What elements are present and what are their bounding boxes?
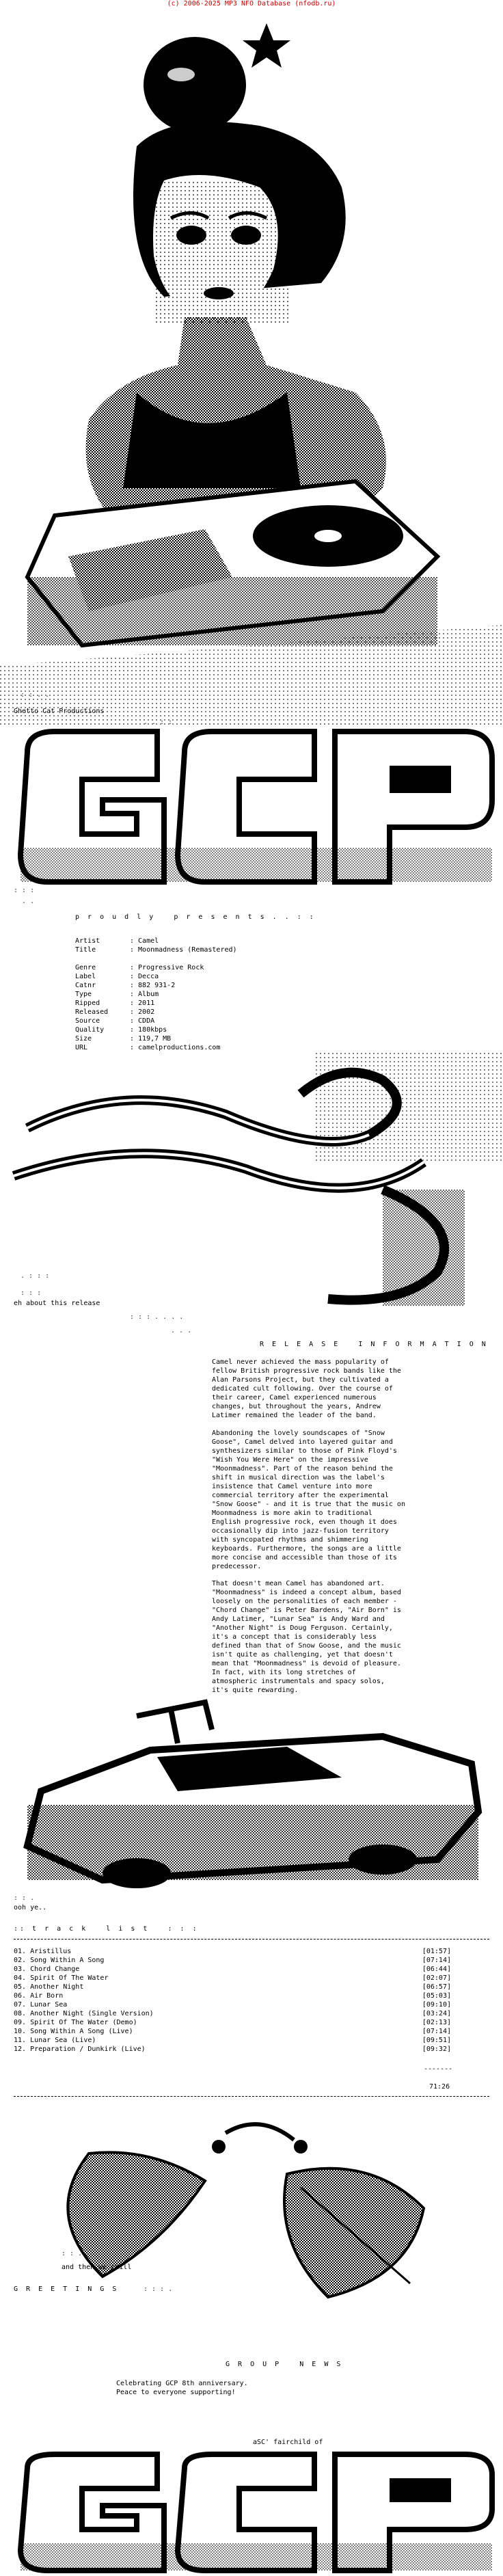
dots-decoration: : : :	[21, 1289, 42, 1297]
group-name: Ghetto Cat Productions	[14, 708, 105, 715]
dots-decoration: . . .	[171, 1327, 192, 1334]
total-separator: -------	[424, 2065, 453, 2073]
dots-decoration: . .	[14, 898, 35, 905]
tracklist-heading: :: t r a c k l i s t : : :	[14, 1925, 199, 1933]
track-row: 07. Lunar Sea [09:10]	[14, 2001, 451, 2009]
group-news-text: Celebrating GCP 8th anniversary. Peace to everyone supporting!	[116, 2380, 248, 2396]
swirl-snake-illustration	[0, 1053, 503, 1313]
dots-decoration: : : : . . . .	[130, 1313, 184, 1321]
divider	[14, 1939, 489, 1940]
release-information-heading: R E L E A S E I N F O R M A T I O N	[260, 1341, 488, 1348]
ooh-label: ooh ye..	[14, 1904, 47, 1911]
group-news-heading: G R O U P N E W S	[226, 2361, 343, 2368]
site-banner: (c) 2006-2025 MP3 NFO Database (nfodb.ru)	[167, 0, 336, 8]
track-row: 12. Preparation / Dunkirk (Live) [09:32]	[14, 2045, 451, 2053]
divider	[14, 2096, 489, 2097]
track-row: 08. Another Night (Single Version) [03:24]	[14, 2010, 451, 2017]
gcp-logo-footer	[0, 2447, 503, 2576]
track-row: 01. Aristillus [01:57]	[14, 1948, 451, 1955]
track-row: 06. Air Born [05:03]	[14, 1992, 451, 2000]
car-illustration	[0, 1689, 503, 1901]
dots-decoration: : : .	[62, 2250, 83, 2257]
gcp-logo	[0, 725, 503, 902]
track-row: 11. Lunar Sea (Live) [09:51]	[14, 2037, 451, 2044]
chill-label: and then we chill	[62, 2264, 132, 2271]
pinup-girl-illustration	[0, 10, 503, 727]
dots-decoration: : : .	[14, 1894, 35, 1902]
dots-decoration: . : : :	[21, 1272, 50, 1280]
dots-decoration: . . : :	[144, 719, 173, 726]
about-label: eh about this release	[14, 1300, 100, 1307]
release-paragraph-1: Camel never achieved the mass popularity of fellow British progressive rock bands like the Alan Parsons Project, but they cultivated a dedicated cult following. Over the course of their career, Camel experienced numerous changes, but throughout the years, Andrew Latimer remained the leader of the band.	[212, 1358, 401, 1419]
track-row: 02. Song Within A Song [07:14]	[14, 1957, 451, 1964]
track-row: 09. Spirit Of The Water (Demo) [02:13]	[14, 2019, 451, 2026]
track-row: 05. Another Night [06:57]	[14, 1983, 451, 1991]
track-row: 04. Spirit Of The Water [02:07]	[14, 1974, 451, 1982]
track-row: 10. Song Within A Song (Live) [07:14]	[14, 2028, 451, 2035]
release-paragraph-3: That doesn't mean Camel has abandoned art. "Moonmadness" is indeed a concept album, based loosely on the personalities of each member - "Chord Change" is Peter Bardens, "Air Born" is Andy Latimer, "Lunar Sea" is Andy Ward and "Another Night" is Doug Ferguson. Certainly, it's a concept that is considerably less defined than that of Snow Goose, and the music isn't quite as challenging, yet that doesn't mean that "Moonmadness" is devoid of pleasure. In fact, with its long stretches of atmospheric instrumentals and spacy solos, it's quite rewarding.	[212, 1580, 401, 1694]
greetings-heading: G R E E T I N G S	[14, 2285, 119, 2293]
presents-line: p r o u d l y p r e s e n t s . . : :	[75, 913, 316, 921]
dots-decoration: : : . .	[21, 691, 50, 699]
dots-decoration: : : : .	[144, 2285, 173, 2293]
leaves-illustration	[0, 2106, 503, 2304]
release-paragraph-2: Abandoning the lovely soundscapes of "Snow Goose", Camel delved into layered guitar and synthesizers similar to those of Pink Floyd's "Wish You Were Here" on the impressive "Moonmadness". Part of the reason behind the shift in musical direction was the label's insistence that Camel venture into more commercial territory after the experimental "Snow Goose" - and it is true that the music on Moonmadness is more akin to traditional English progressive rock, even though it does occasionally dip into jazz-fusion territory with syncopated rhythms and shimmering keyboards. Furthermore, the songs are a little more concise and accessible than those of its predecessor.	[212, 1430, 405, 1570]
signature: aSC' fairchild of	[253, 2439, 323, 2446]
total-time: 71:26	[429, 2083, 450, 2091]
dots-decoration: : : :	[14, 887, 35, 894]
track-row: 03. Chord Change [06:44]	[14, 1965, 451, 1973]
